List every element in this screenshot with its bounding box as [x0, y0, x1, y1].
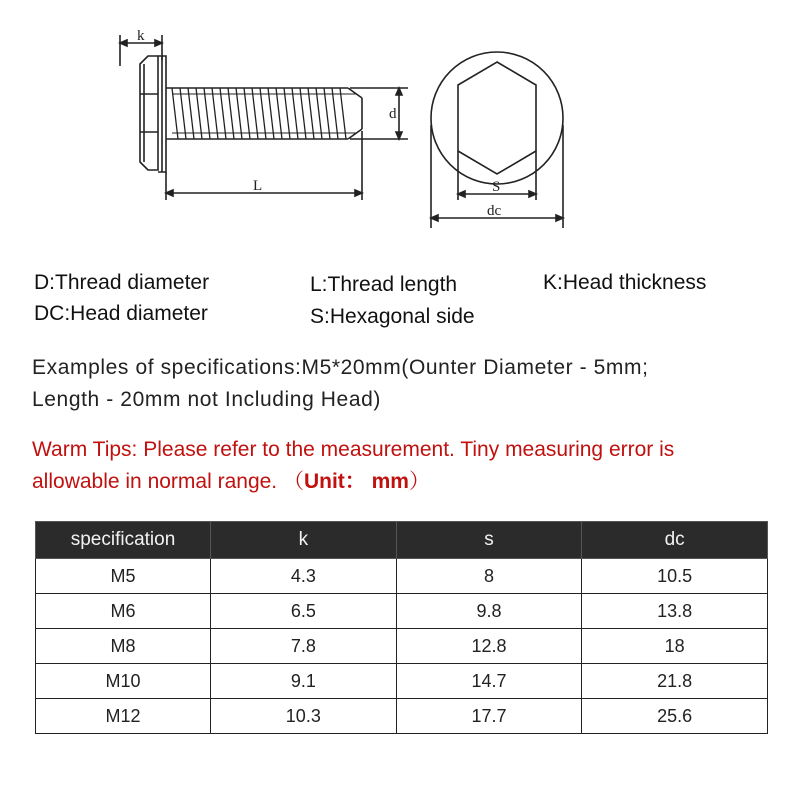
label-L: L	[253, 178, 263, 194]
label-dc: dc	[487, 203, 502, 219]
cell-spec: M12	[36, 699, 211, 734]
cell-s: 12.8	[396, 629, 582, 664]
cell-spec: M6	[36, 594, 211, 629]
bolt-diagram	[0, 0, 800, 250]
table-row	[36, 664, 768, 699]
specification-table	[35, 521, 768, 734]
table-row	[36, 594, 768, 629]
cell-spec: M10	[36, 664, 211, 699]
legend-thread-diameter: D:Thread diameter	[34, 271, 210, 294]
cell-spec: M5	[36, 559, 211, 594]
cell-k: 4.3	[211, 559, 397, 594]
legend-hexagonal-side: S:Hexagonal side	[310, 305, 475, 328]
tips-line-2	[32, 466, 782, 498]
cell-dc: 25.6	[582, 699, 768, 734]
cell-dc: 18	[582, 629, 768, 664]
cell-dc: 21.8	[582, 664, 768, 699]
label-d: d	[389, 106, 397, 122]
table-row	[36, 559, 768, 594]
cell-dc: 10.5	[582, 559, 768, 594]
legend-head-thickness: K:Head thickness	[543, 271, 707, 294]
table-row	[36, 699, 768, 734]
cell-k: 10.3	[211, 699, 397, 734]
cell-s: 8	[396, 559, 582, 594]
bolt-top-view	[431, 52, 563, 228]
cell-spec: M8	[36, 629, 211, 664]
table-header-row	[36, 522, 768, 559]
table-row	[36, 629, 768, 664]
specification-example	[32, 352, 782, 416]
example-line-2: Length - 20mm not Including Head)	[32, 388, 381, 411]
example-line-1: Examples of specifications:M5*20mm(Ounter Diameter - 5mm;	[32, 356, 649, 379]
header-s: s	[396, 522, 582, 559]
cell-k: 6.5	[211, 594, 397, 629]
warm-tips	[32, 434, 782, 498]
tips-unit: Unit： mm	[303, 470, 409, 493]
header-specification: specification	[36, 522, 211, 559]
cell-k: 7.8	[211, 629, 397, 664]
legend-thread-length: L:Thread length	[310, 273, 458, 296]
label-k: k	[137, 28, 145, 44]
cell-s: 9.8	[396, 594, 582, 629]
tips-line-1: Warm Tips: Please refer to the measurement. Tiny measuring error is	[32, 438, 675, 461]
header-dc: dc	[582, 522, 768, 559]
legend-head-diameter: DC:Head diameter	[34, 302, 208, 325]
cell-s: 17.7	[396, 699, 582, 734]
tips-line-2-prefix: allowable in normal range. （	[32, 470, 304, 493]
cell-s: 14.7	[396, 664, 582, 699]
header-k: k	[211, 522, 397, 559]
bolt-side-view	[120, 35, 408, 200]
cell-k: 9.1	[211, 664, 397, 699]
cell-dc: 13.8	[582, 594, 768, 629]
tips-line-2-suffix: ）	[408, 470, 430, 493]
label-S: S	[492, 179, 501, 195]
